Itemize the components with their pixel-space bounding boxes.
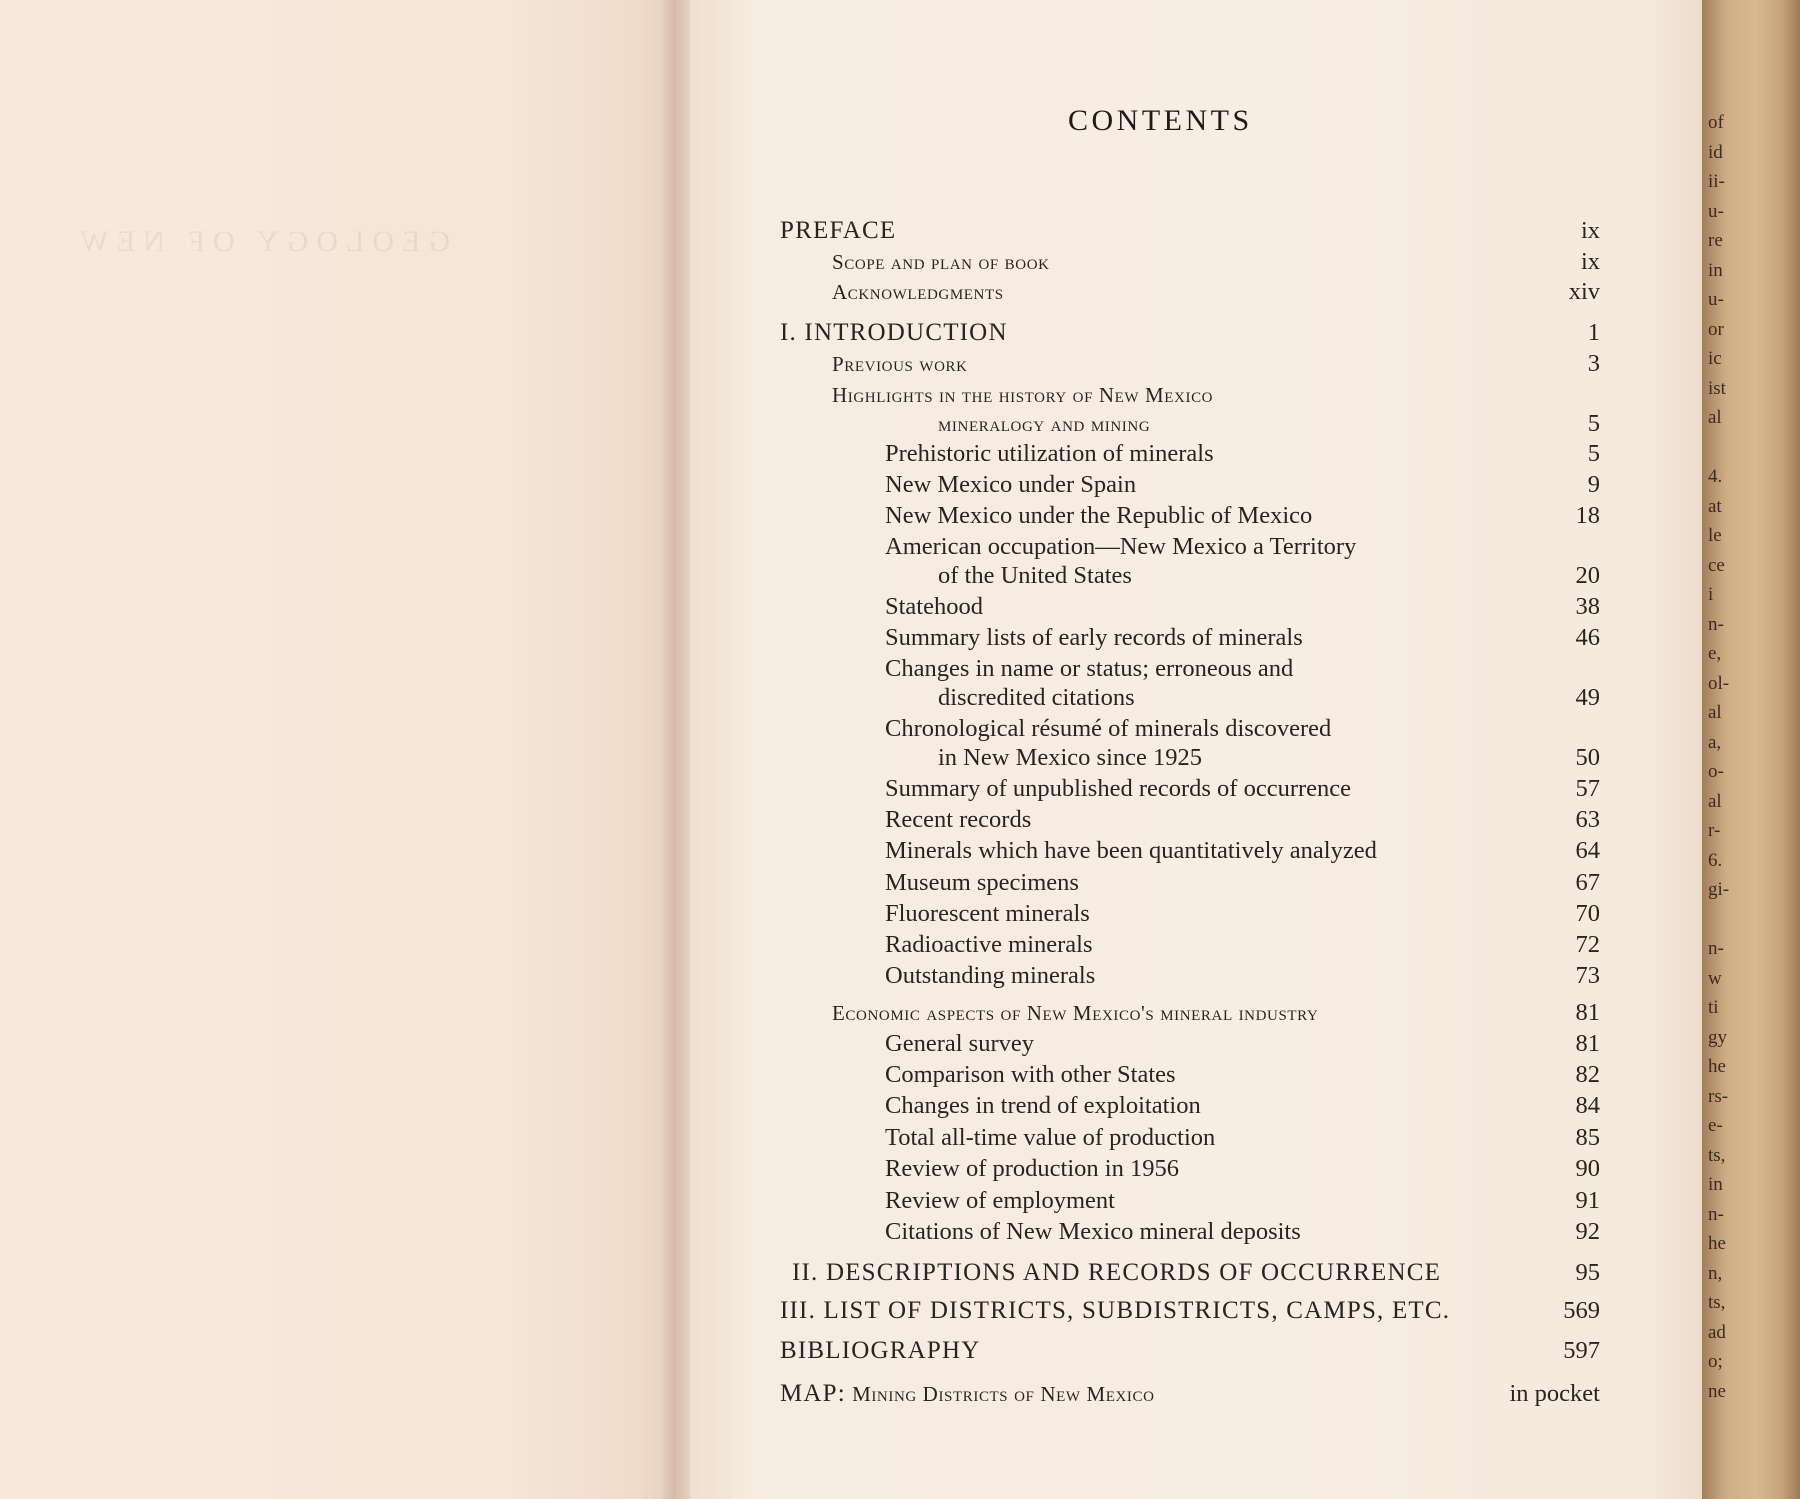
toc-entry-label: Summary lists of early records of minerals (885, 624, 1303, 651)
toc-entry-label: discredited citations (938, 684, 1135, 711)
toc-entry-page: xiv (1568, 278, 1600, 305)
toc-entry-page: 67 (1575, 869, 1600, 896)
toc-entry-page: 92 (1575, 1218, 1600, 1245)
toc-entry-label: Museum specimens (885, 869, 1079, 896)
toc-entry-page: 9 (1587, 471, 1600, 498)
toc-entry-label: American occupation—New Mexico a Territory (885, 533, 1357, 560)
edge-fragment: ne (1708, 1380, 1726, 1402)
edge-fragment: ts, (1708, 1292, 1726, 1313)
edge-fragment: gy (1708, 1026, 1727, 1048)
edge-fragment: i (1708, 584, 1714, 605)
toc-entry-label: II. DESCRIPTIONS AND RECORDS OF OCCURRENCE (792, 1259, 1442, 1286)
toc-entry-page: ix (1580, 217, 1600, 244)
toc-entry-page: 57 (1575, 775, 1600, 802)
edge-fragment: rs- (1708, 1085, 1729, 1107)
toc-entry-label: Chronological résumé of minerals discovered (885, 715, 1332, 742)
toc-entry-label: New Mexico under Spain (885, 471, 1137, 498)
edge-fragment: he (1708, 1056, 1726, 1077)
toc-entry-page: ix (1580, 248, 1600, 275)
toc-entry-label: Recent records (885, 806, 1032, 833)
toc-entry-page: 73 (1575, 962, 1600, 989)
toc-entry-page: 81 (1575, 999, 1600, 1026)
edge-fragment: ol- (1708, 672, 1730, 694)
toc-entry-label: Previous work (832, 352, 968, 376)
edge-fragment: a, (1708, 731, 1722, 753)
toc-entry-page: 18 (1575, 502, 1600, 529)
toc-entry-page: 3 (1587, 350, 1600, 377)
toc-entry-page: 84 (1575, 1092, 1600, 1119)
toc-entry-label: Statehood (885, 593, 983, 620)
toc-entry-label: Scope and plan of book (832, 250, 1050, 274)
toc-map-label (780, 1380, 1155, 1408)
edge-fragment: al (1708, 790, 1722, 812)
toc-entry-label: Changes in trend of exploitation (885, 1092, 1201, 1119)
edge-fragment: 4. (1708, 466, 1723, 487)
edge-fragment: ist (1708, 377, 1726, 399)
toc-entry-page: 82 (1575, 1061, 1600, 1088)
toc-entry-page: 95 (1575, 1259, 1600, 1286)
map-prefix: MAP: (780, 1380, 846, 1407)
toc-entry-page: 85 (1575, 1124, 1600, 1151)
toc-entry-page: 70 (1575, 900, 1600, 927)
toc-entry-page: 50 (1575, 744, 1600, 771)
edge-fragment: o- (1708, 761, 1724, 782)
toc-entry-label: III. LIST OF DISTRICTS, SUBDISTRICTS, CAMPS, ETC. (780, 1297, 1451, 1324)
edge-fragment: at (1708, 495, 1722, 517)
toc-entry-page: 64 (1575, 837, 1600, 864)
map-title: Mining Districts of New Mexico (852, 1382, 1155, 1406)
edge-fragment: e- (1708, 1115, 1723, 1136)
edge-fragment: le (1708, 525, 1722, 546)
toc-entry-page: 49 (1575, 684, 1600, 711)
edge-fragment: o; (1708, 1351, 1723, 1372)
edge-fragment: ii- (1708, 171, 1725, 192)
toc-entry-label: Prehistoric utilization of minerals (885, 440, 1214, 467)
toc-entry-label: I. INTRODUCTION (780, 319, 1008, 346)
toc-entry-page: 38 (1575, 593, 1600, 620)
edge-fragment: ad (1708, 1321, 1726, 1343)
toc-entry-label: Minerals which have been quantitatively analyzed (885, 837, 1377, 864)
toc-entry-label: Citations of New Mexico mineral deposits (885, 1218, 1301, 1245)
toc-entry-page: in pocket (1509, 1380, 1600, 1407)
edge-fragment: n- (1708, 613, 1724, 635)
edge-fragment: in (1708, 259, 1723, 281)
edge-fragment: ts, (1708, 1144, 1726, 1166)
toc-entry-label: Review of production in 1956 (885, 1155, 1179, 1182)
toc-entry-page: 5 (1587, 410, 1600, 437)
toc-entry-label: in New Mexico since 1925 (938, 744, 1202, 771)
toc-entry-page: 81 (1575, 1030, 1600, 1057)
toc-entry-label: Acknowledgments (832, 280, 1004, 304)
edge-fragment: he (1708, 1233, 1726, 1254)
edge-fragment: ti (1708, 997, 1719, 1018)
toc-entry-page: 20 (1575, 562, 1600, 589)
toc-entry-label: Review of employment (885, 1187, 1115, 1214)
toc-entry-page: 90 (1575, 1155, 1600, 1182)
edge-fragment: gi- (1708, 879, 1730, 900)
edge-fragment: w (1708, 967, 1722, 989)
edge-fragment: ic (1708, 348, 1722, 369)
toc-entry-label: Comparison with other States (885, 1061, 1176, 1088)
toc-entry-label: mineralogy and mining (938, 412, 1151, 436)
edge-fragment: of (1708, 112, 1724, 133)
toc-entry-label: Fluorescent minerals (885, 900, 1090, 927)
toc-entry-page: 5 (1587, 440, 1600, 467)
edge-fragment: or (1708, 318, 1724, 340)
edge-fragment: ce (1708, 554, 1725, 576)
toc-entry-label: BIBLIOGRAPHY (780, 1337, 981, 1364)
edge-fragment: al (1708, 407, 1722, 428)
toc-entry-label: Summary of unpublished records of occurrence (885, 775, 1352, 802)
toc-entry-page: 569 (1563, 1297, 1600, 1324)
edge-fragment: u- (1708, 289, 1724, 310)
toc-entry-label: of the United States (938, 562, 1132, 589)
edge-fragment: in (1708, 1174, 1723, 1195)
edge-fragment: n- (1708, 938, 1724, 959)
toc-entry-label: Highlights in the history of New Mexico (832, 383, 1214, 407)
toc-entry-page: 91 (1575, 1187, 1600, 1214)
toc-entry-label: Outstanding minerals (885, 962, 1096, 989)
toc-entry-label: New Mexico under the Republic of Mexico (885, 502, 1313, 529)
toc-entry-page: 63 (1575, 806, 1600, 833)
edge-fragment: re (1708, 230, 1723, 251)
toc-entry-page: 72 (1575, 931, 1600, 958)
toc-entry-label: Total all-time value of production (885, 1124, 1216, 1151)
toc-entry-label: Economic aspects of New Mexico's mineral industry (832, 1001, 1319, 1025)
toc-entry-page: 597 (1563, 1337, 1600, 1364)
toc-entry-label: PREFACE (780, 217, 897, 244)
edge-fragment: e, (1708, 643, 1722, 664)
toc-entry-label: Changes in name or status; erroneous and (885, 655, 1294, 682)
show-through-text: GEOLOGY OF NEW (72, 225, 450, 258)
toc-entry-label: Radioactive minerals (885, 931, 1093, 958)
edge-fragment: n- (1708, 1203, 1724, 1225)
toc-entry-label: General survey (885, 1030, 1034, 1057)
edge-fragment: id (1708, 141, 1723, 163)
edge-fragment: n, (1708, 1262, 1723, 1284)
toc-entry-page: 46 (1575, 624, 1600, 651)
edge-fragment: 6. (1708, 849, 1723, 871)
toc-entry-page: 1 (1587, 319, 1600, 346)
page-title: CONTENTS (1068, 104, 1253, 137)
edge-fragment: r- (1708, 820, 1721, 841)
edge-fragment: al (1708, 702, 1722, 723)
edge-fragment: u- (1708, 200, 1724, 222)
